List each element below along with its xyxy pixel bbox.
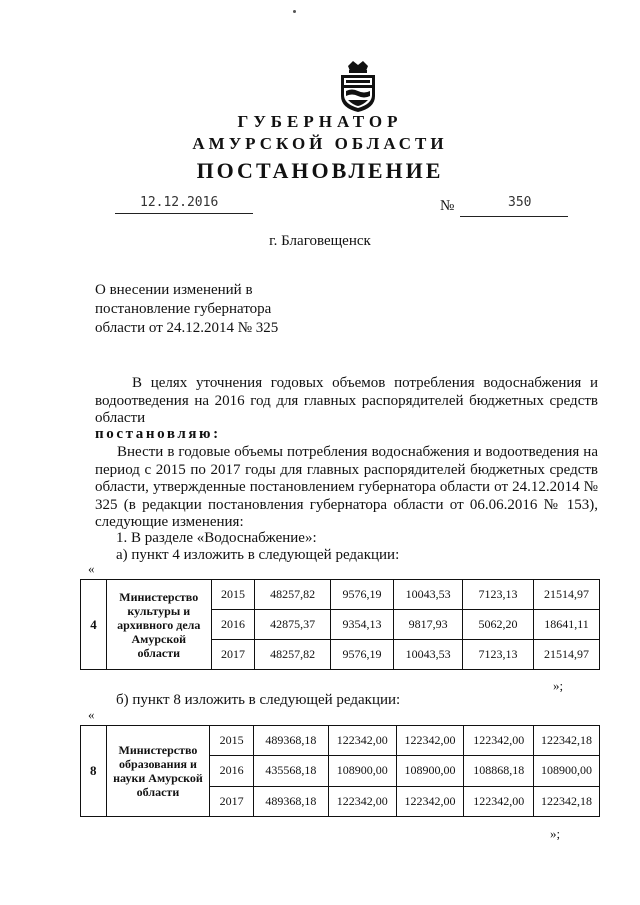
- value-cell: 122342,00: [396, 726, 464, 756]
- value-cell: 122342,00: [328, 726, 396, 756]
- value-cell: 122342,18: [533, 786, 599, 816]
- value-cell: 5062,20: [462, 609, 533, 639]
- value-cell: 9817,93: [394, 609, 463, 639]
- table-row: [81, 726, 600, 756]
- quote-close-2: »;: [550, 826, 561, 841]
- value-cell: 108868,18: [464, 756, 534, 786]
- region-heading: АМУРСКОЙ ОБЛАСТИ: [192, 134, 448, 153]
- date-underline: [115, 213, 253, 214]
- year-cell: 2017: [210, 786, 253, 816]
- row-number-cell: 4: [81, 580, 107, 670]
- value-cell: 7123,13: [462, 639, 533, 669]
- value-cell: 10043,53: [394, 580, 463, 610]
- value-cell: 48257,82: [255, 639, 330, 669]
- city-line: г. Благовещенск: [269, 233, 371, 249]
- quote-open-1: «: [88, 561, 95, 576]
- item-1b-text: б) пункт 8 изложить в следующей редакции:: [116, 692, 401, 708]
- value-cell: 122342,00: [464, 786, 534, 816]
- value-cell: 108900,00: [328, 756, 396, 786]
- organization-cell: Министерство культуры и архивного дела Амурской области: [106, 580, 211, 670]
- value-cell: 108900,00: [533, 756, 599, 786]
- value-cell: 21514,97: [534, 639, 600, 669]
- intro-paragraph: В целях уточнения годовых объемов потребления водоснабжения и водоотведения на 2016 год для главных распорядителей бюджетных средств области: [95, 375, 598, 426]
- organization-cell: Министерство образования и науки Амурской области: [106, 726, 210, 817]
- value-cell: 9576,19: [330, 639, 394, 669]
- row-number-cell: 8: [81, 726, 107, 817]
- value-cell: 18641,11: [534, 609, 600, 639]
- year-cell: 2016: [211, 609, 255, 639]
- quote-open-2: «: [88, 707, 95, 722]
- value-cell: 435568,18: [253, 756, 328, 786]
- value-cell: 7123,13: [462, 580, 533, 610]
- number-sign: №: [440, 198, 455, 214]
- value-cell: 108900,00: [396, 756, 464, 786]
- value-cell: 10043,53: [394, 639, 463, 669]
- document-type-heading: ПОСТАНОВЛЕНИЕ: [196, 158, 444, 183]
- table-row: [81, 580, 600, 610]
- value-cell: 122342,18: [533, 726, 599, 756]
- value-cell: 9354,13: [330, 609, 394, 639]
- number-underline: [460, 216, 568, 217]
- item-1a-text: а) пункт 4 изложить в следующей редакции:: [116, 547, 400, 563]
- scan-speck: [293, 10, 296, 13]
- value-cell: 21514,97: [534, 580, 600, 610]
- water-table-item-4: [80, 579, 600, 670]
- main-paragraph: Внести в годовые объемы потребления водоснабжения и водоотведения на период с 2015 по 2017 годы для главных распорядителей бюджетных средств области, утвержденные постановлением губернатора области от 24.12.2014 № 325 (в редакции постановления губернатора области от 06.06.2016 № 153), следующие изменения:: [95, 444, 598, 530]
- value-cell: 489368,18: [253, 786, 328, 816]
- value-cell: 9576,19: [330, 580, 394, 610]
- governor-heading: ГУБЕРНАТОР: [237, 112, 403, 131]
- item-1-heading: 1. В разделе «Водоснабжение»:: [116, 530, 317, 546]
- quote-close-1: »;: [553, 678, 564, 693]
- water-table-item-8: [80, 725, 600, 817]
- document-number: 350: [508, 195, 532, 210]
- value-cell: 48257,82: [255, 580, 330, 610]
- year-cell: 2015: [210, 726, 253, 756]
- value-cell: 42875,37: [255, 609, 330, 639]
- value-cell: 122342,00: [464, 726, 534, 756]
- year-cell: 2016: [210, 756, 253, 786]
- value-cell: 122342,00: [328, 786, 396, 816]
- document-date: 12.12.2016: [140, 195, 219, 210]
- value-cell: 122342,00: [396, 786, 464, 816]
- value-cell: 489368,18: [253, 726, 328, 756]
- coat-of-arms-emblem: [333, 58, 383, 114]
- year-cell: 2015: [211, 580, 255, 610]
- document-subject: О внесении изменений в постановление губернатора области от 24.12.2014 № 325: [95, 282, 279, 336]
- decree-word: постановляю:: [95, 426, 221, 442]
- year-cell: 2017: [211, 639, 255, 669]
